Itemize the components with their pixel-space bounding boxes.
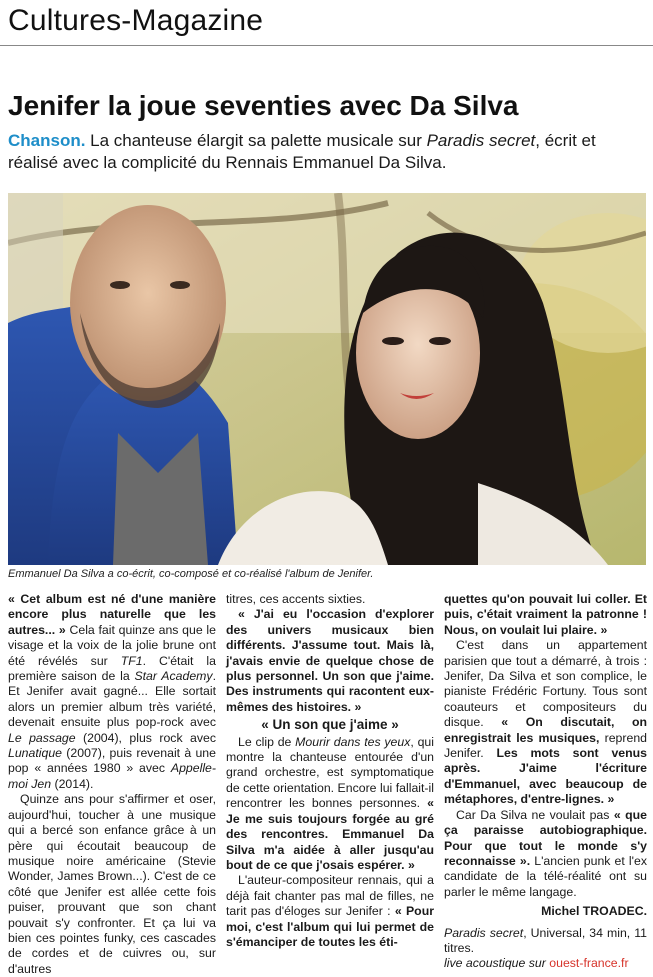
body-text: reprend Jenifer. (444, 730, 647, 761)
body-text: . C'était la première saison de la (8, 653, 216, 684)
body-italic: TF1 (120, 653, 143, 668)
paragraph: titres, ces accents sixties. (226, 592, 366, 606)
quote: Les mots sont venus après. J'aime l'écriture d'Emmanuel, avec beaucoup de métaphores, d'entre-lignes. » (444, 746, 647, 807)
body-text: , Universal, 34 min, 11 titres. (444, 925, 647, 955)
body-text: , qui montre la chanteuse entourée d'un grand orchestre, est symptomatique de cette orientation. Encore lui fallait-il rencontrer les bonnes personnes. (226, 734, 434, 811)
body-italic: Lunatique (8, 746, 63, 761)
photo-caption: Emmanuel Da Silva a co-écrit, co-composé et co-réalisé l'album de Jenifer. (8, 568, 374, 580)
author-signature: Michel TROADEC. (541, 904, 647, 919)
article-column-3 (444, 592, 647, 972)
quote: quettes qu'on pouvait lui coller. Et puis, c'était vraiment la patronne ! Nous, on voulait lui plaire. » (444, 592, 647, 637)
album-title: Paradis secret (444, 925, 524, 940)
quote: « Pour moi, c'est l'album qui lui permet de s'émanciper de toutes les éti- (226, 904, 434, 949)
quote: « que ça paraisse autobiographique. Pour que tout le monde s'y reconnaisse ». (444, 807, 647, 868)
body-text: Cela fait quinze ans que le visage et la voix de la jolie brune ont été révélés sur (8, 622, 216, 668)
paragraph (226, 873, 434, 950)
body-text: . Et Jenifer avait gagné... Elle sortait alors un premier album très variété, devenait ensuite plus pop-rock avec (8, 669, 216, 730)
paragraph (226, 607, 434, 715)
body-text: Le clip de (238, 734, 296, 749)
live-info (444, 956, 647, 971)
album-info (444, 926, 647, 957)
quote: « On discutait, on enregistrait les musiques, (444, 715, 647, 745)
article-headline: Jenifer la joue seventies avec Da Silva (8, 90, 519, 121)
body-text: (2004), plus rock avec (75, 730, 216, 745)
standfirst-text: La chanteuse élargit sa palette musicale sur (85, 131, 427, 150)
standfirst-album: Paradis secret (426, 131, 536, 150)
quote: « Je me suis toujours forgée au gré des rencontres. Emmanuel Da Silva m'a aidée à aller jusqu'au bout de ce que j'osais espérer. » (226, 796, 434, 872)
photo-illustration (8, 193, 646, 565)
standfirst-kicker: Chanson. (8, 131, 86, 150)
article-column-2 (226, 592, 434, 950)
body-text: (2014). (51, 776, 94, 791)
paragraph (444, 592, 647, 638)
website-link[interactable]: ouest-france.fr (549, 956, 629, 971)
body-text: L'ancien punk et l'ex candidate de la télé-réalité ont su parler le même langage. (444, 853, 647, 899)
body-text: C'est dans un appartement parisien que tout a démarré, à trois : Jenifer, Da Silva et son complice, le pianiste Frédéric Fortuny. Tous sont coauteurs et compositeurs du disque. (444, 638, 647, 730)
body-text: Car Da Silva ne voulait pas (456, 807, 614, 822)
body-italic: Mourir dans tes yeux (295, 734, 411, 749)
paragraph (444, 808, 647, 900)
article-column-1 (8, 592, 216, 977)
quote: « Cet album est né d'une manière encore plus naturelle que les autres... » (8, 592, 216, 637)
section-rule (0, 45, 653, 46)
article-photo (8, 193, 646, 565)
body-italic: live acoustique sur (444, 956, 550, 971)
paragraph: Quinze ans pour s'affirmer et oser, aujourd'hui, toucher à une musique qui a bercé son enfance grâce à un père qui écoutait beaucoup de musique noire américaine (Stevie Wonder, James Brown...). C'est de ce côté que Jenifer est allée cette fois puiser, prouvant que son chant pouvait s'y confronter. Et ça lui va bien ces pointes funky, ces cascades de cordes et de cuivres ou, sur d'autres (8, 792, 216, 976)
standfirst-text-end: , écrit et réalisé avec la complicité du Rennais Emmanuel Da Silva. (8, 131, 596, 172)
body-italic: Appelle-moi Jen (8, 761, 216, 791)
section-title: Cultures-Magazine (8, 4, 264, 37)
paragraph (444, 638, 647, 807)
paragraph (226, 735, 434, 874)
subheading: « Un son que j'aime » (261, 717, 399, 733)
body-italic: Star Academy (134, 669, 213, 684)
article-standfirst (8, 130, 648, 174)
body-text: (2007), puis revenait à une pop « années 1980 » avec (8, 746, 216, 776)
body-italic: Le passage (8, 730, 76, 745)
quote: « J'ai eu l'occasion d'explorer des univers musicaux bien différents. J'assume tout. Mais là, j'avais envie de quelque chose de plus personnel. Un son que j'aime. Des instruments qui racontent eux-mêmes des histoires. » (226, 607, 434, 714)
body-text: L'auteur-compositeur rennais, qui a déjà fait chanter pas mal de filles, ne tarit pas d'éloges sur Jenifer : (226, 873, 434, 919)
paragraph (8, 592, 216, 792)
